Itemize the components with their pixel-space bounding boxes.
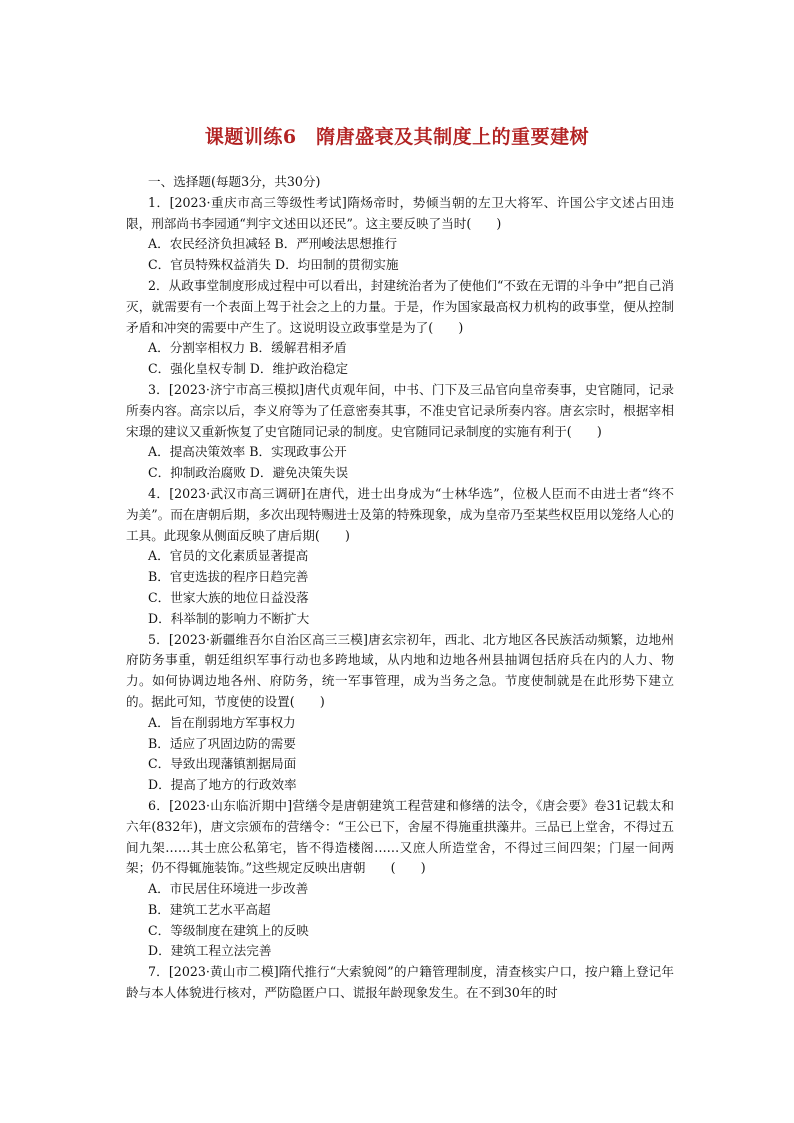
answer-option: A．农民经济负担减轻 B．严刑峻法思想推行 (148, 236, 398, 252)
section-heading: 一、选择题(每题3分，共30分) (148, 174, 321, 189)
answer-option: C．等级制度在建筑上的反映 (148, 922, 309, 938)
question-6 (126, 796, 674, 962)
answer-option: A．旨在削弱地方军事权力 (148, 714, 296, 730)
answer-option: C．官员特殊权益消失 D．均田制的贯彻实施 (148, 257, 399, 273)
question-stem: 7．[2023·黄山市二模]隋代推行“大索貌阅”的户籍管理制度，清查核实户口，按户籍上登记年龄与本人体貌进行核对，严防隐匿户口、谎报年龄现象发生。在不到30年的时 (126, 964, 674, 1001)
question-stem: 2．从政事堂制度形成过程中可以看出，封建统治者为了使他们“不致在无谓的斗争中”把自己消灭，就需要有一个表面上驾于社会之上的力量。于是，作为国家最高权力机构的政事堂，便从控制矛盾和冲突的需要中产生了。这说明设立政事堂是为了( ) (126, 277, 674, 335)
document-body (126, 172, 674, 1004)
question-3 (126, 380, 674, 484)
question-stem: 1．[2023·重庆市高三等级性考试]隋炀帝时，势倾当朝的左卫大将军、许国公宇文述占田违限，刑部尚书李园通“判宇文述田以还民”。这主要反映了当时( ) (126, 194, 674, 231)
question-1 (126, 193, 674, 276)
answer-option: D．提高了地方的行政效率 (148, 777, 297, 793)
answer-option: A．分割宰相权力 B．缓解君相矛盾 (148, 340, 347, 356)
question-stem: 3．[2023·济宁市高三模拟]唐代贞观年间，中书、门下及三品官向皇帝奏事，史官随同，记录所奏内容。高宗以后，李义府等为了任意密奏其事，不准史官记录所奏内容。唐玄宗时，根据宰相宋璟的建议又重新恢复了史官随同记录的制度。史官随同记录制度的实施有利于( ) (126, 381, 674, 439)
page-title: 课题训练6 隋唐盛衰及其制度上的重要建树 (204, 126, 590, 148)
answer-option: C．抑制政治腐败 D．避免决策失误 (148, 465, 349, 481)
answer-option: B．官吏选拔的程序日趋完善 (148, 569, 309, 585)
answer-option: A．市民居住环境进一步改善 (148, 881, 309, 897)
question-7 (126, 962, 674, 1004)
question-2 (126, 276, 674, 380)
question-stem: 6．[2023·山东临沂期中]营缮令是唐朝建筑工程营建和修缮的法令，《唐会要》卷31记载太和六年(832年)，唐文宗颁布的营缮令：“王公已下，舍屋不得施重拱藻井。三品已上堂舍，不得过五间九架……其士庶公私第宅，皆不得造楼阁……又庶人所造堂舍，不得过三间四架；门屋一间两架；仍不得辄施装饰。”这些规定反映出唐朝 ( ) (126, 797, 674, 876)
answer-option: B．适应了巩固边防的需要 (148, 735, 296, 751)
answer-option: C．导致出现藩镇割据局面 (148, 756, 297, 772)
question-stem: 4．[2023·武汉市高三调研]在唐代，进士出身成为“士林华选”，位极人臣而不由进士者“终不为美”。而在唐朝后期，多次出现特赐进士及第的特殊现象，成为皇帝乃至某些权臣用以笼络人心的工具。此现象从侧面反映了唐后期( ) (126, 485, 674, 543)
answer-option: C．强化皇权专制 D．维护政治稳定 (148, 361, 349, 377)
answer-option: A．提高决策效率 B．实现政事公开 (148, 444, 347, 460)
question-5 (126, 630, 674, 796)
answer-option: C．世家大族的地位日益没落 (148, 589, 309, 605)
answer-option: D．建筑工程立法完善 (148, 943, 272, 959)
answer-option: B．建筑工艺水平高超 (148, 901, 271, 917)
question-stem: 5．[2023·新疆维吾尔自治区高三三模]唐玄宗初年，西北、北方地区各民族活动频繁，边地州府防务事重，朝廷组织军事行动也多跨地域，从内地和边地各州县抽调包括府兵在内的人力、物力。如何协调边地各州、府防务，统一军事管理，成为当务之急。节度使制就是在此形势下建立的。据此可知，节度使的设置( ) (126, 631, 674, 709)
answer-option: A．官员的文化素质显著提高 (148, 548, 309, 564)
answer-option: D．科举制的影响力不断扩大 (148, 610, 310, 626)
question-4 (126, 484, 674, 630)
